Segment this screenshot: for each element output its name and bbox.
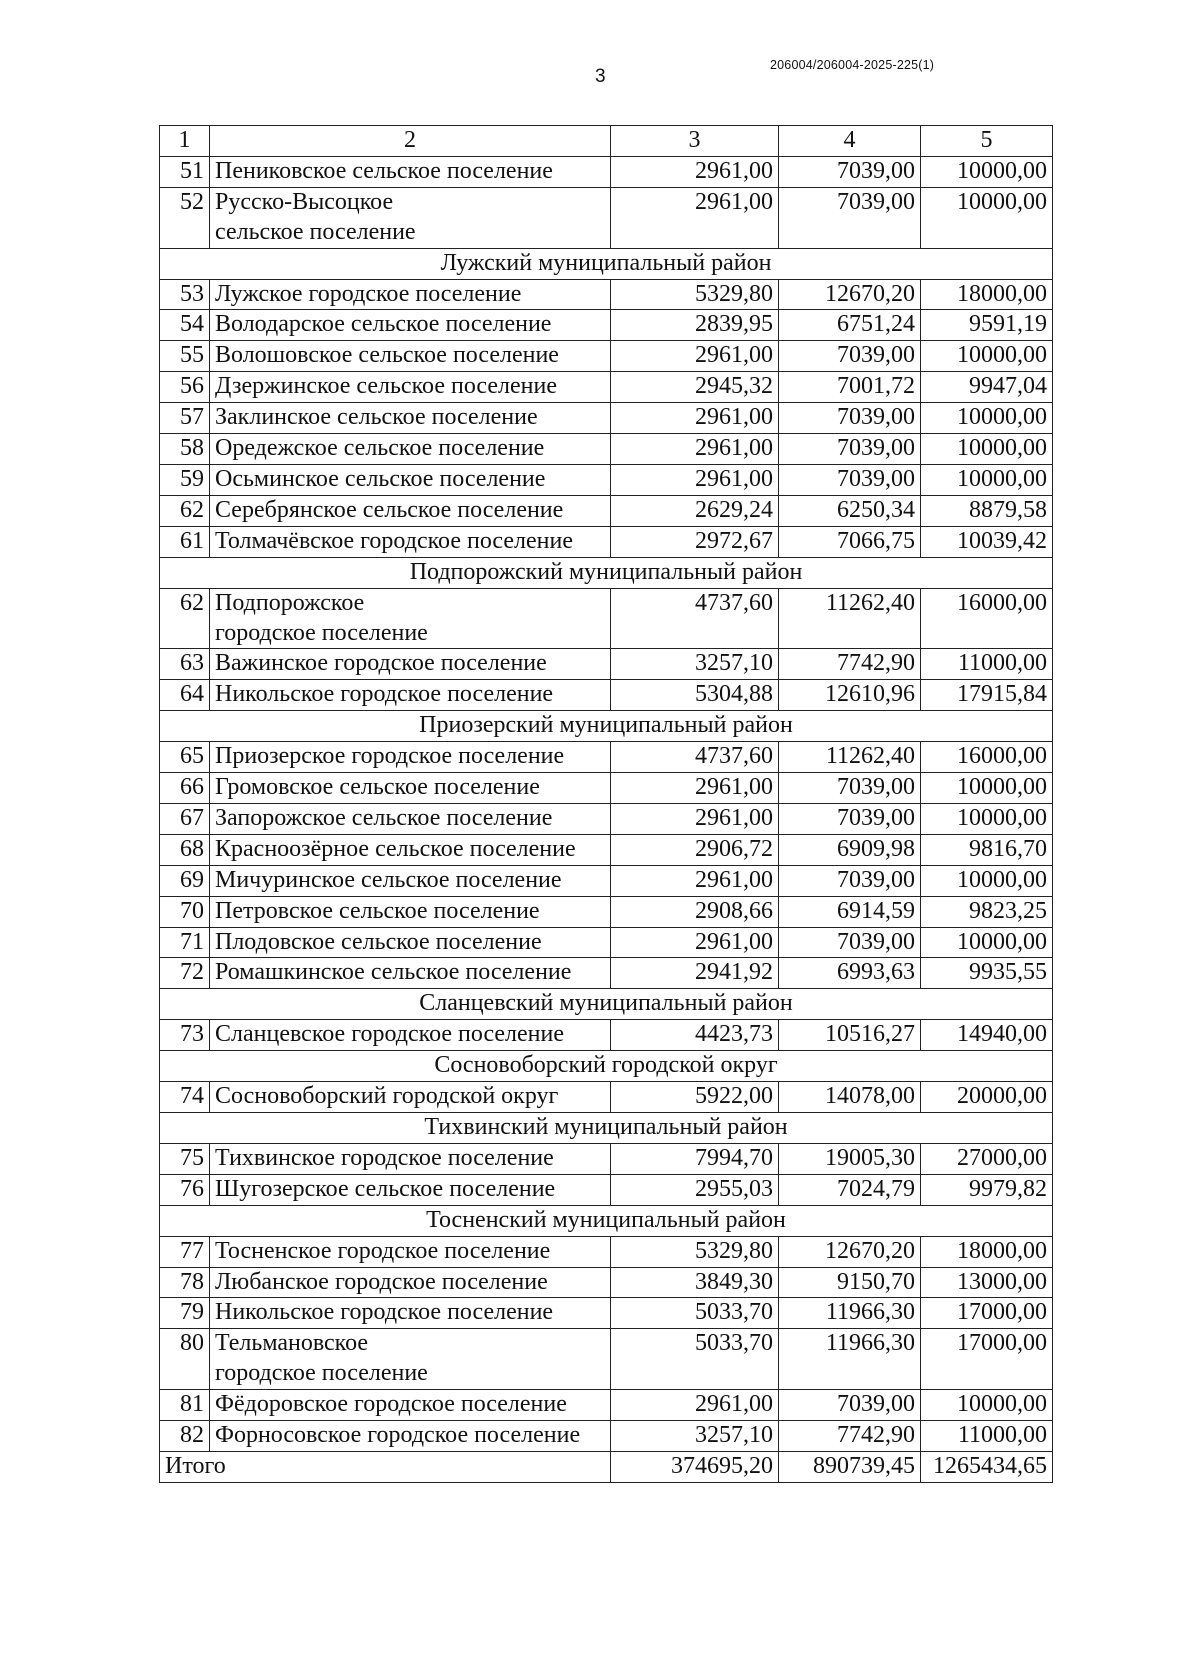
row-number: 76 [160,1174,210,1205]
row-number: 77 [160,1236,210,1267]
row-number: 61 [160,526,210,557]
row-number: 69 [160,865,210,896]
document-id: 206004/206004-2025-225(1) [770,58,935,72]
amount-col3: 2961,00 [611,341,779,372]
settlement-name: Лужское городское поселение [210,279,611,310]
amount-col5: 10000,00 [921,803,1053,834]
amount-col3: 2961,00 [611,1390,779,1421]
amount-col3: 2945,32 [611,372,779,403]
amount-col3: 4423,73 [611,1020,779,1051]
table-row [160,649,1053,680]
amount-col4: 11262,40 [779,588,921,649]
amount-col4: 6993,63 [779,958,921,989]
settlement-name: Никольское городское поселение [210,680,611,711]
table-row [160,1329,1053,1390]
amount-col5: 10000,00 [921,865,1053,896]
amount-col3: 2961,00 [611,803,779,834]
amount-col5: 10000,00 [921,1390,1053,1421]
settlement-name: Волошовское сельское поселение [210,341,611,372]
amount-col5: 9816,70 [921,834,1053,865]
amount-col3: 5304,88 [611,680,779,711]
district-group-row [160,1205,1053,1236]
amount-col3: 4737,60 [611,742,779,773]
amount-col4: 7039,00 [779,773,921,804]
amount-col5: 13000,00 [921,1267,1053,1298]
amount-col4: 7742,90 [779,1421,921,1452]
row-number: 59 [160,464,210,495]
amount-col4: 9150,70 [779,1267,921,1298]
row-number: 56 [160,372,210,403]
amount-col3: 2906,72 [611,834,779,865]
amount-col4: 7039,00 [779,434,921,465]
amount-col5: 10000,00 [921,773,1053,804]
amount-col5: 17000,00 [921,1298,1053,1329]
table-row [160,187,1053,248]
settlement-name: Мичуринское сельское поселение [210,865,611,896]
table-row [160,1421,1053,1452]
amount-col3: 5922,00 [611,1082,779,1113]
settlement-name: Толмачёвское городское поселение [210,526,611,557]
table-row [160,865,1053,896]
row-number: 55 [160,341,210,372]
amount-col3: 2839,95 [611,310,779,341]
amount-col5: 16000,00 [921,588,1053,649]
row-number: 80 [160,1329,210,1390]
amount-col5: 9979,82 [921,1174,1053,1205]
column-number: 2 [210,126,611,157]
settlement-name: Пениковское сельское поселение [210,156,611,187]
row-number: 74 [160,1082,210,1113]
row-number: 82 [160,1421,210,1452]
amount-col3: 5033,70 [611,1329,779,1390]
amount-col5: 10000,00 [921,341,1053,372]
column-number: 5 [921,126,1053,157]
district-name: Сланцевский муниципальный район [160,989,1053,1020]
amount-col4: 7001,72 [779,372,921,403]
amount-col4: 7039,00 [779,1390,921,1421]
amount-col4: 7039,00 [779,927,921,958]
amount-col4: 10516,27 [779,1020,921,1051]
row-number: 52 [160,187,210,248]
amount-col5: 20000,00 [921,1082,1053,1113]
settlement-name: Громовское сельское поселение [210,773,611,804]
settlement-name: Никольское городское поселение [210,1298,611,1329]
table-row [160,341,1053,372]
amount-col4: 7742,90 [779,649,921,680]
district-name: Приозерский муниципальный район [160,711,1053,742]
table-row [160,1267,1053,1298]
amount-col3: 3257,10 [611,649,779,680]
column-number: 3 [611,126,779,157]
table-row [160,372,1053,403]
amount-col4: 7039,00 [779,403,921,434]
district-group-row [160,1051,1053,1082]
amount-col5: 11000,00 [921,1421,1053,1452]
settlement-name: Русско-Высоцкое сельское поселение [210,187,611,248]
amount-col5: 9591,19 [921,310,1053,341]
amount-col3: 4737,60 [611,588,779,649]
settlement-name: Сосновоборский городской округ [210,1082,611,1113]
amount-col5: 14940,00 [921,1020,1053,1051]
amount-col3: 3849,30 [611,1267,779,1298]
amount-col4: 7039,00 [779,341,921,372]
amount-col5: 9935,55 [921,958,1053,989]
district-name: Сосновоборский городской округ [160,1051,1053,1082]
total-col3: 374695,20 [611,1451,779,1482]
row-number: 62 [160,588,210,649]
amount-col4: 6751,24 [779,310,921,341]
amount-col5: 17915,84 [921,680,1053,711]
amount-col3: 2961,00 [611,773,779,804]
table-row [160,156,1053,187]
district-group-row [160,248,1053,279]
table-row [160,526,1053,557]
table-row [160,680,1053,711]
district-group-row [160,557,1053,588]
amount-col3: 5329,80 [611,279,779,310]
amount-col4: 11262,40 [779,742,921,773]
amount-col4: 7039,00 [779,464,921,495]
row-number: 53 [160,279,210,310]
row-number: 54 [160,310,210,341]
amount-col3: 5033,70 [611,1298,779,1329]
settlement-name: Красноозёрное сельское поселение [210,834,611,865]
amount-col3: 2961,00 [611,464,779,495]
column-number: 1 [160,126,210,157]
amount-col5: 9823,25 [921,896,1053,927]
column-number: 4 [779,126,921,157]
table-row [160,958,1053,989]
total-label: Итого [160,1451,611,1482]
settlement-name: Форносовское городское поселение [210,1421,611,1452]
table-row [160,1390,1053,1421]
row-number: 67 [160,803,210,834]
row-number: 58 [160,434,210,465]
row-number: 65 [160,742,210,773]
settlement-name: Петровское сельское поселение [210,896,611,927]
amount-col4: 19005,30 [779,1143,921,1174]
amount-col5: 10000,00 [921,403,1053,434]
amount-col5: 10039,42 [921,526,1053,557]
table-row [160,803,1053,834]
amount-col3: 2961,00 [611,403,779,434]
column-number-row [160,126,1053,157]
table-row [160,1143,1053,1174]
amount-col3: 2961,00 [611,156,779,187]
row-number: 68 [160,834,210,865]
table-row [160,495,1053,526]
district-name: Тихвинский муниципальный район [160,1113,1053,1144]
amount-col4: 7024,79 [779,1174,921,1205]
settlement-name: Запорожское сельское поселение [210,803,611,834]
row-number: 51 [160,156,210,187]
row-number: 70 [160,896,210,927]
settlement-name: Любанское городское поселение [210,1267,611,1298]
row-number: 73 [160,1020,210,1051]
table-row [160,834,1053,865]
district-name: Подпорожский муниципальный район [160,557,1053,588]
table-row [160,896,1053,927]
row-number: 79 [160,1298,210,1329]
table-row [160,927,1053,958]
amount-col5: 16000,00 [921,742,1053,773]
amount-col3: 2908,66 [611,896,779,927]
settlement-name: Осьминское сельское поселение [210,464,611,495]
table-row [160,1174,1053,1205]
district-name: Тосненский муниципальный район [160,1205,1053,1236]
amount-col4: 6909,98 [779,834,921,865]
amount-col5: 18000,00 [921,279,1053,310]
row-number: 81 [160,1390,210,1421]
row-number: 66 [160,773,210,804]
settlement-name: Тосненское городское поселение [210,1236,611,1267]
amount-col4: 12670,20 [779,279,921,310]
district-group-row [160,1113,1053,1144]
amount-col4: 6250,34 [779,495,921,526]
row-number: 72 [160,958,210,989]
amount-col3: 2955,03 [611,1174,779,1205]
table-row [160,279,1053,310]
settlement-name: Серебрянское сельское поселение [210,495,611,526]
table-row [160,742,1053,773]
amount-col4: 7066,75 [779,526,921,557]
amount-col5: 9947,04 [921,372,1053,403]
page-number: 3 [595,66,606,87]
table-row [160,773,1053,804]
settlement-name: Оредежское сельское поселение [210,434,611,465]
amount-col3: 2961,00 [611,434,779,465]
table-row [160,434,1053,465]
amount-col4: 11966,30 [779,1329,921,1390]
amount-col5: 10000,00 [921,187,1053,248]
amount-col4: 14078,00 [779,1082,921,1113]
amount-col4: 7039,00 [779,156,921,187]
total-col4: 890739,45 [779,1451,921,1482]
settlement-name: Подпорожское городское поселение [210,588,611,649]
amount-col5: 10000,00 [921,464,1053,495]
amount-col5: 10000,00 [921,156,1053,187]
settlement-name: Важинское городское поселение [210,649,611,680]
table-row [160,464,1053,495]
table-row [160,1298,1053,1329]
total-col5: 1265434,65 [921,1451,1053,1482]
amount-col5: 18000,00 [921,1236,1053,1267]
amount-col3: 2961,00 [611,187,779,248]
amount-col3: 2961,00 [611,865,779,896]
row-number: 62 [160,495,210,526]
settlement-name: Шугозерское сельское поселение [210,1174,611,1205]
row-number: 64 [160,680,210,711]
table-row [160,403,1053,434]
amount-col5: 10000,00 [921,434,1053,465]
amount-col5: 10000,00 [921,927,1053,958]
amount-col4: 7039,00 [779,187,921,248]
settlement-name: Ромашкинское сельское поселение [210,958,611,989]
amount-col5: 11000,00 [921,649,1053,680]
table-row [160,1020,1053,1051]
amount-col3: 2961,00 [611,927,779,958]
allocation-table [159,125,1053,1483]
amount-col5: 27000,00 [921,1143,1053,1174]
amount-col4: 7039,00 [779,803,921,834]
amount-col5: 17000,00 [921,1329,1053,1390]
district-name: Лужский муниципальный район [160,248,1053,279]
district-group-row [160,989,1053,1020]
row-number: 63 [160,649,210,680]
total-row [160,1451,1053,1482]
amount-col4: 12610,96 [779,680,921,711]
row-number: 71 [160,927,210,958]
settlement-name: Володарское сельское поселение [210,310,611,341]
table-row [160,588,1053,649]
amount-col3: 3257,10 [611,1421,779,1452]
row-number: 75 [160,1143,210,1174]
settlement-name: Сланцевское городское поселение [210,1020,611,1051]
settlement-name: Фёдоровское городское поселение [210,1390,611,1421]
settlement-name: Тельмановское городское поселение [210,1329,611,1390]
amount-col5: 8879,58 [921,495,1053,526]
amount-col3: 2629,24 [611,495,779,526]
amount-col3: 2972,67 [611,526,779,557]
table-row [160,1082,1053,1113]
amount-col3: 7994,70 [611,1143,779,1174]
district-group-row [160,711,1053,742]
table-row [160,1236,1053,1267]
amount-col4: 6914,59 [779,896,921,927]
amount-col3: 5329,80 [611,1236,779,1267]
amount-col4: 12670,20 [779,1236,921,1267]
settlement-name: Дзержинское сельское поселение [210,372,611,403]
settlement-name: Заклинское сельское поселение [210,403,611,434]
amount-col4: 11966,30 [779,1298,921,1329]
row-number: 57 [160,403,210,434]
amount-col4: 7039,00 [779,865,921,896]
settlement-name: Плодовское сельское поселение [210,927,611,958]
amount-col3: 2941,92 [611,958,779,989]
settlement-name: Тихвинское городское поселение [210,1143,611,1174]
table-row [160,310,1053,341]
settlement-name: Приозерское городское поселение [210,742,611,773]
row-number: 78 [160,1267,210,1298]
